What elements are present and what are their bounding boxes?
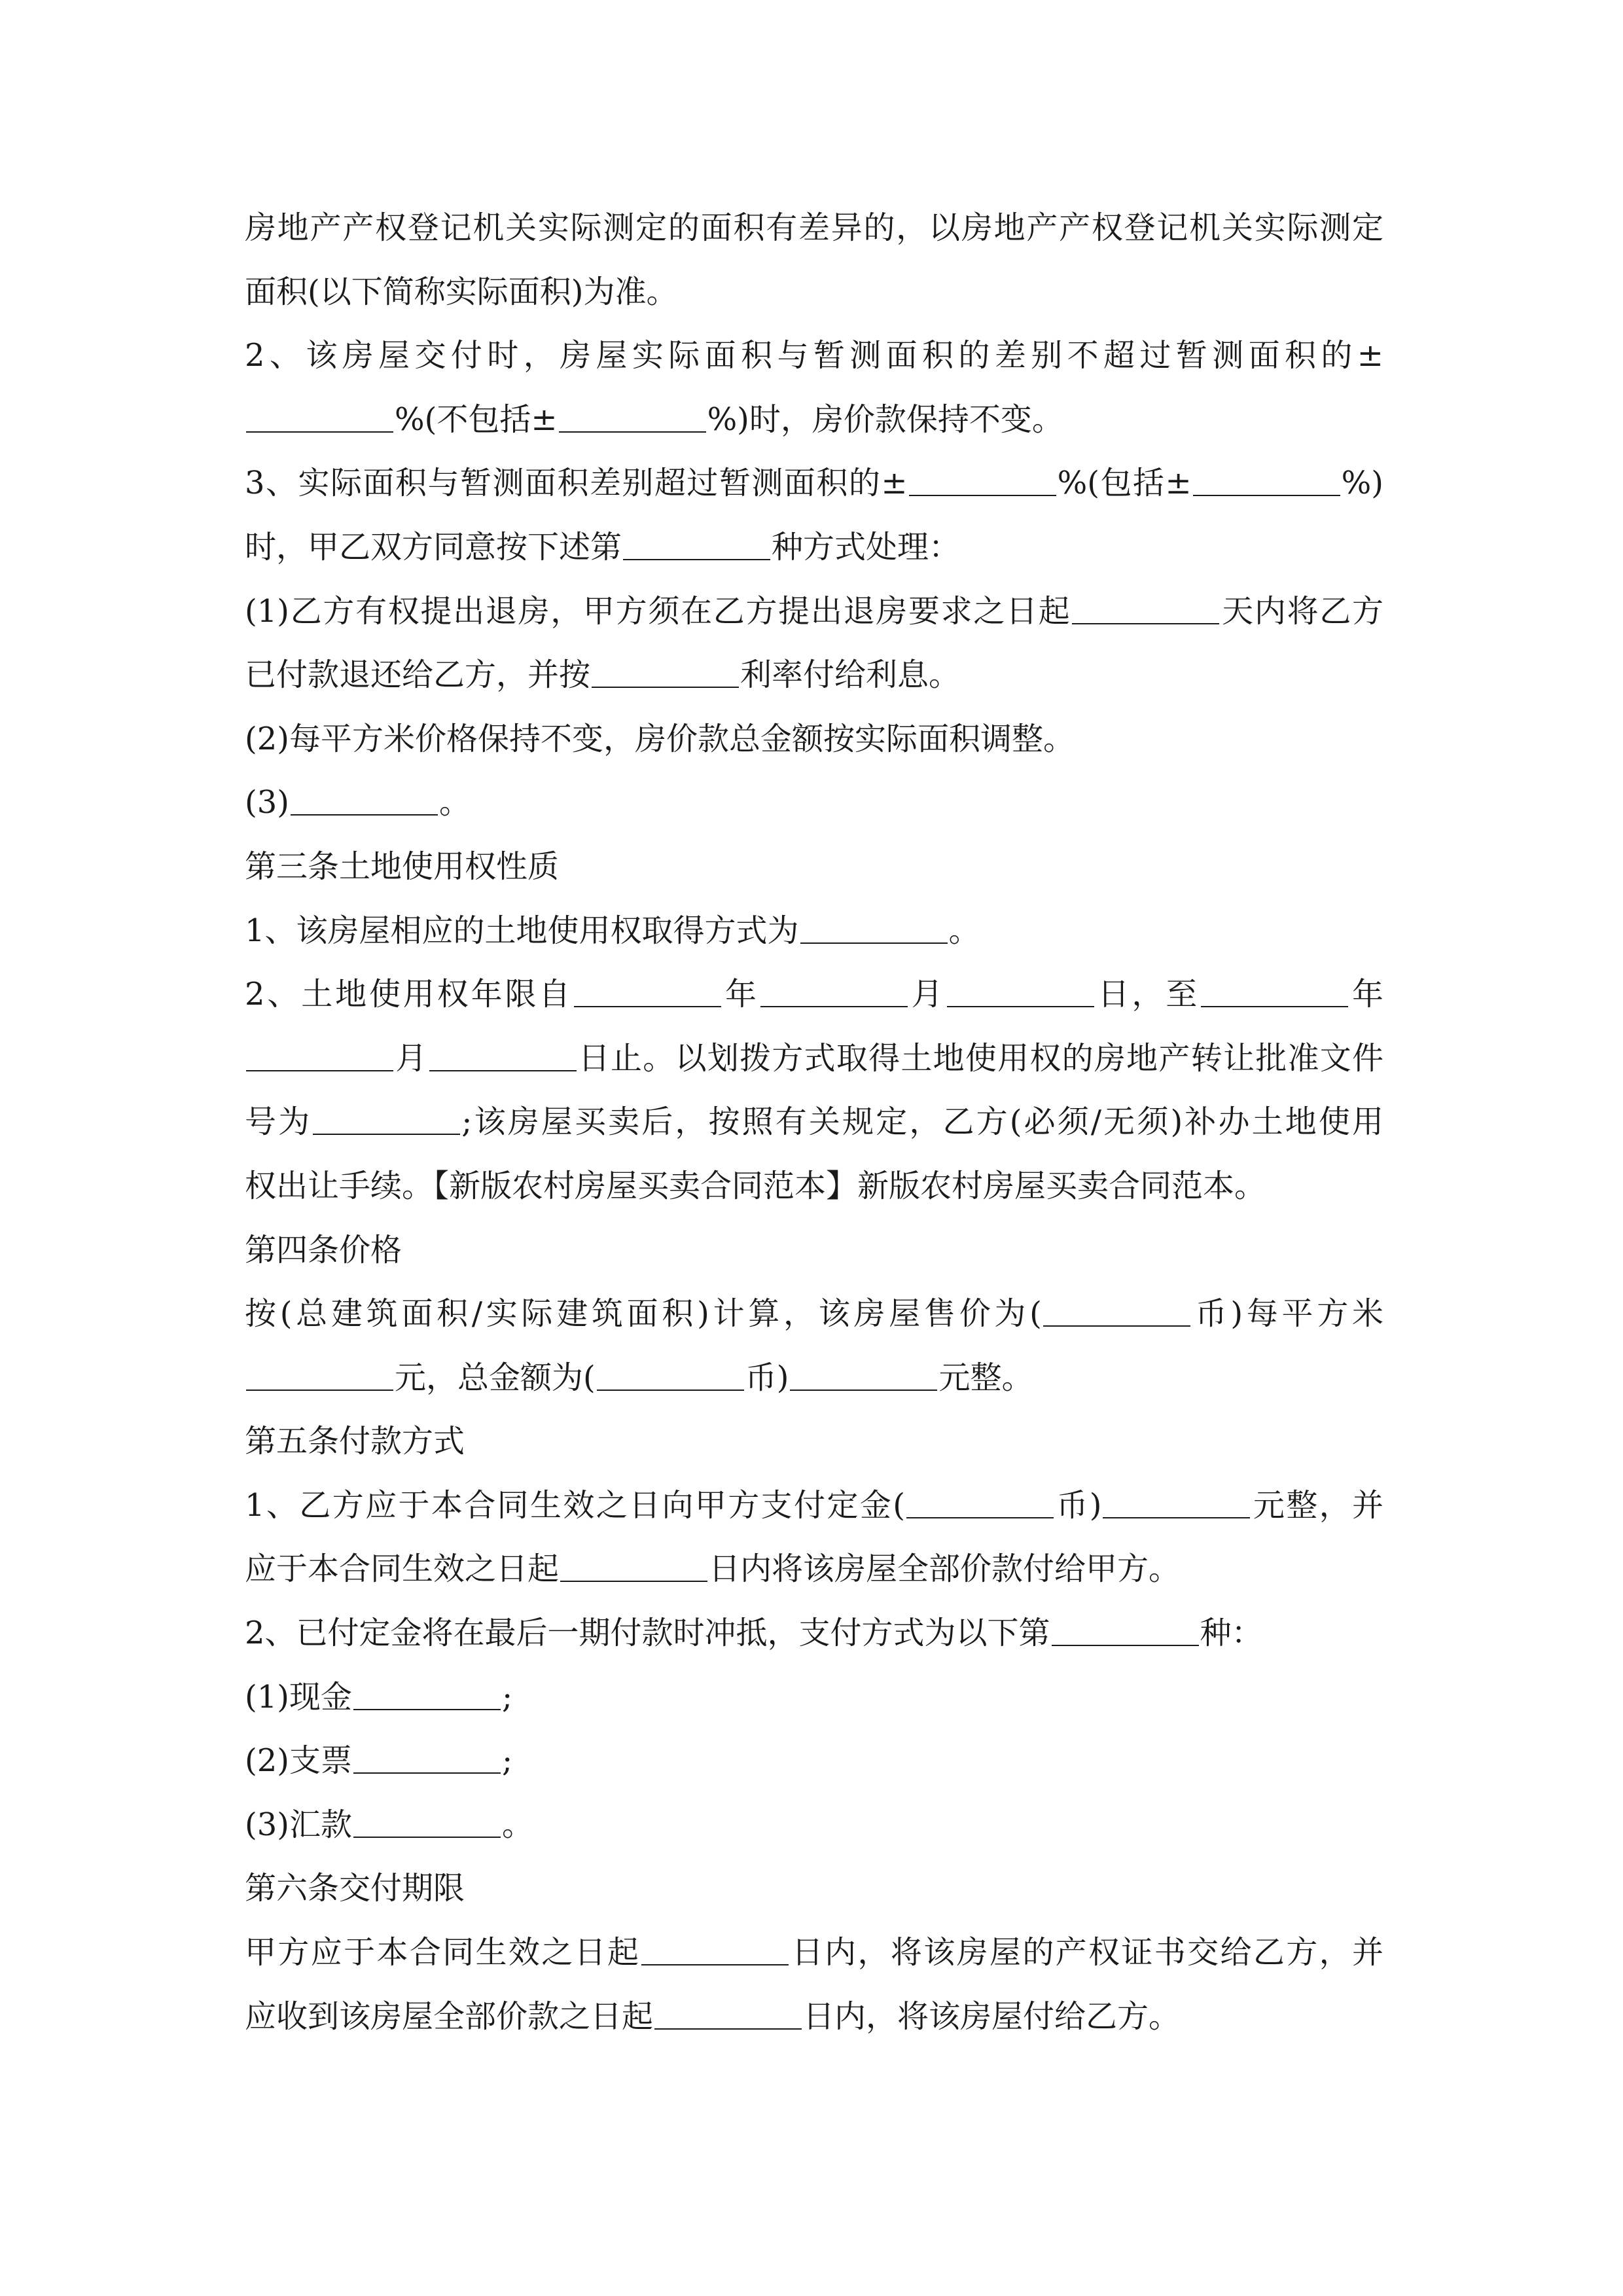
fill-blank[interactable] (597, 1363, 744, 1391)
paragraph-4-line-2: 已付款退还给乙方，并按 利率付给利息。 (245, 656, 961, 694)
fill-blank[interactable] (1193, 469, 1340, 496)
fill-blank[interactable] (246, 1363, 393, 1391)
paragraph-area-line-1: 房地产产权登记机关实际测定的面积有差异的，以房地产产权登记机关实际测定 (245, 209, 1383, 246)
paragraph-9-line-2: 元，总金额为( 币) 元整。 (245, 1346, 1383, 1410)
fill-blank[interactable] (790, 1363, 937, 1391)
fill-blank[interactable] (291, 788, 438, 816)
heading-article-3: 第三条土地使用权性质 (245, 848, 560, 885)
paragraph-10-line-2: 应于本合同生效之日起 日内将该房屋全部价款付给甲方。 (245, 1551, 1181, 1588)
fill-blank[interactable] (429, 1044, 577, 1071)
fill-blank[interactable] (559, 405, 706, 433)
fill-blank[interactable] (1103, 1491, 1250, 1518)
paragraph-8-line-1: 2、土地使用权年限自 年 月 日，至 年 (245, 976, 1383, 1013)
paragraph-10-line-1: 1、乙方应于本合同生效之日向甲方支付定金( 币) 元整，并 (245, 1486, 1383, 1524)
paragraph-2-line-2: %(不包括± %)时，房价款保持不变。 (245, 388, 1383, 452)
heading-article-5: 第五条付款方式 (245, 1423, 465, 1460)
fill-blank[interactable] (560, 1554, 707, 1582)
paragraph-15-line-2: 应收到该房屋全部价款之日起 日内，将该房屋付给乙方。 (245, 1998, 1181, 2035)
fill-blank[interactable] (760, 980, 908, 1007)
paragraph-4-line-1: (1)乙方有权提出退房，甲方须在乙方提出退房要求之日起 天内将乙方 (245, 592, 1383, 630)
paragraph-15-line-1: 甲方应于本合同生效之日起 日内，将该房屋的产权证书交给乙方，并 (245, 1934, 1383, 1971)
fill-blank[interactable] (592, 660, 739, 688)
paragraph-8-line-2: 月 日止。以划拨方式取得土地使用权的房地产转让批准文件 (245, 1027, 1383, 1091)
payment-option-remittance: (3)汇款 。 (245, 1806, 534, 1843)
fill-blank[interactable] (574, 980, 721, 1007)
fill-blank[interactable] (246, 405, 393, 433)
fill-blank[interactable] (1201, 980, 1348, 1007)
paragraph-6: (3) 。 (245, 784, 471, 821)
fill-blank[interactable] (353, 1810, 501, 1838)
fill-blank[interactable] (353, 1746, 501, 1774)
paragraph-5: (2)每平方米价格保持不变，房价款总金额按实际面积调整。 (245, 720, 1075, 757)
paragraph-8-line-4: 权出让手续。【新版农村房屋买卖合同范本】新版农村房屋买卖合同范本。 (245, 1167, 1266, 1204)
heading-article-6: 第六条交付期限 (245, 1870, 465, 1907)
fill-blank[interactable] (623, 533, 770, 560)
paragraph-area-line-2: 面积(以下简称实际面积)为准。 (245, 273, 678, 310)
heading-article-4: 第四条价格 (245, 1231, 402, 1268)
fill-blank[interactable] (1052, 1619, 1199, 1646)
fill-blank[interactable] (1072, 597, 1219, 624)
fill-blank[interactable] (313, 1107, 460, 1135)
paragraph-2-line-1: 2、该房屋交付时，房屋实际面积与暂测面积的差别不超过暂测面积的± (245, 337, 1383, 374)
fill-blank[interactable] (353, 1683, 501, 1710)
fill-blank[interactable] (909, 469, 1056, 496)
fill-blank[interactable] (246, 1044, 393, 1071)
paragraph-9-line-1: 按(总建筑面积/实际建筑面积)计算，该房屋售价为( 币)每平方米 (245, 1295, 1383, 1333)
fill-blank[interactable] (906, 1491, 1054, 1518)
fill-blank[interactable] (947, 980, 1094, 1007)
contract-page (245, 196, 1383, 2049)
paragraph-8-line-3: 号为 ;该房屋买卖后，按照有关规定，乙方(必须/无须)补办土地使用 (245, 1103, 1383, 1141)
payment-option-cheque: (2)支票 ; (245, 1742, 513, 1780)
fill-blank[interactable] (654, 2002, 802, 2030)
paragraph-11: 2、已付定金将在最后一期付款时冲抵，支付方式为以下第 种： (245, 1615, 1263, 1652)
fill-blank[interactable] (641, 1938, 789, 1965)
fill-blank[interactable] (800, 916, 948, 944)
paragraph-3-line-1: 3、实际面积与暂测面积差别超过暂测面积的± %(包括± %) (245, 465, 1383, 502)
paragraph-7: 1、该房屋相应的土地使用权取得方式为 。 (245, 912, 980, 949)
payment-option-cash: (1)现金 ; (245, 1678, 513, 1715)
fill-blank[interactable] (1043, 1299, 1190, 1327)
paragraph-3-line-2: 时，甲乙双方同意按下述第 种方式处理： (245, 528, 961, 565)
